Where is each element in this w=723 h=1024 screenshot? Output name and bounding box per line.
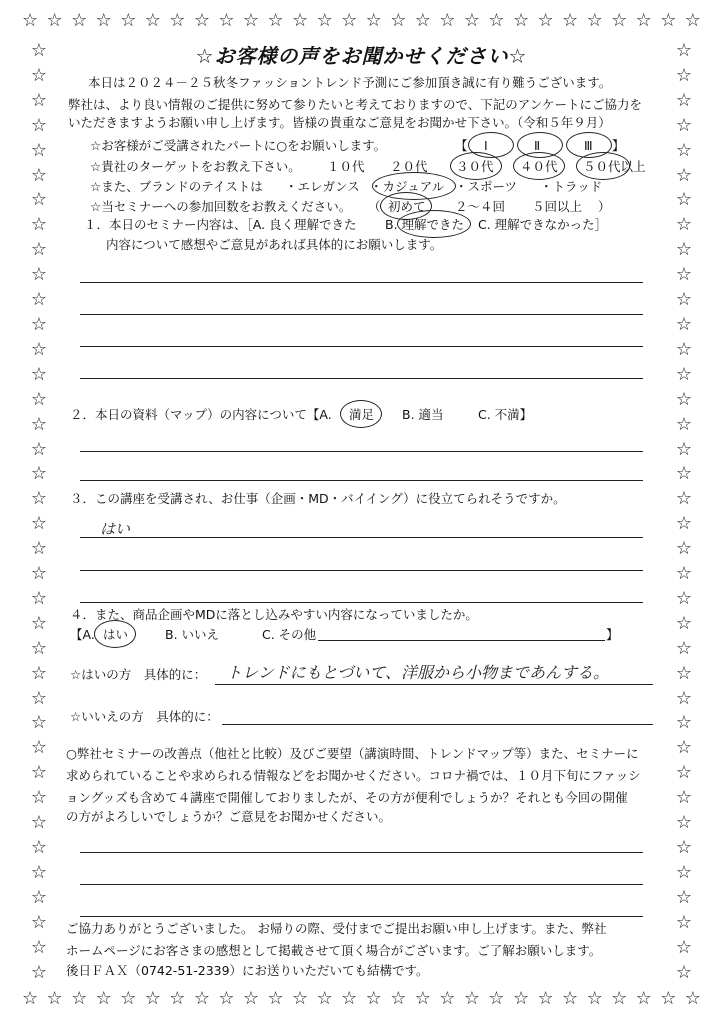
star-icon: ☆ [675, 687, 693, 709]
star-icon: ☆ [193, 988, 210, 1009]
left-star-border [28, 40, 50, 984]
answer-line[interactable] [80, 602, 643, 603]
star-icon: ☆ [537, 988, 554, 1009]
star-icon: ☆ [30, 911, 48, 933]
q4-yes-label: ☆はいの方 具体的に： [70, 667, 207, 682]
star-icon: ☆ [30, 164, 48, 186]
attendance-close: ） [598, 199, 611, 214]
star-icon: ☆ [30, 662, 48, 684]
star-icon: ☆ [120, 10, 137, 31]
part-option-3[interactable]: Ⅲ [584, 138, 593, 153]
star-icon: ☆ [30, 538, 48, 560]
star-icon: ☆ [30, 861, 48, 883]
target-option-40s[interactable]: ４０代 [520, 159, 558, 174]
page-title: ☆お客様の声をお聞かせください☆ [195, 44, 528, 68]
star-icon: ☆ [144, 988, 161, 1009]
star-icon: ☆ [635, 988, 652, 1009]
answer-line[interactable] [222, 724, 653, 725]
star-icon: ☆ [675, 363, 693, 385]
q2-text: ２．本日の資料（マップ）の内容について【A. [70, 407, 332, 422]
star-icon: ☆ [292, 10, 309, 31]
star-icon: ☆ [463, 988, 480, 1009]
attendance-open: （ [368, 199, 381, 214]
star-icon: ☆ [365, 988, 382, 1009]
star-icon: ☆ [30, 214, 48, 236]
q4-close: 】 [606, 627, 619, 642]
star-icon: ☆ [675, 812, 693, 834]
selection-circle [340, 400, 382, 428]
star-icon: ☆ [463, 10, 480, 31]
star-icon: ☆ [675, 637, 693, 659]
star-icon: ☆ [30, 313, 48, 335]
star-icon: ☆ [675, 961, 693, 983]
footer-line-3: 後日ＦＡＸ（0742-51-2339）にお送りいただいても結構です。 [66, 963, 429, 978]
star-icon: ☆ [660, 10, 677, 31]
q2-option-c[interactable]: C. 不満】 [478, 407, 533, 422]
star-icon: ☆ [488, 10, 505, 31]
right-star-border [673, 40, 695, 984]
q5-line-2: 求められていることや求められる情報などをお聞かせください。コロナ禍では、１０月下旬にファッシ [66, 768, 641, 783]
star-icon: ☆ [30, 787, 48, 809]
star-icon: ☆ [675, 861, 693, 883]
star-icon: ☆ [30, 837, 48, 858]
q4-option-c[interactable]: C. その他 [262, 627, 317, 642]
star-icon: ☆ [30, 139, 48, 161]
star-icon: ☆ [512, 988, 530, 1009]
star-icon: ☆ [169, 10, 186, 31]
top-star-border [22, 10, 701, 32]
star-icon: ☆ [675, 463, 693, 485]
q1-option-b[interactable]: B. 理解できた [385, 217, 465, 232]
star-icon: ☆ [267, 10, 284, 31]
answer-line[interactable] [80, 346, 643, 347]
star-icon: ☆ [684, 988, 701, 1009]
star-icon: ☆ [586, 988, 603, 1009]
star-icon: ☆ [675, 239, 693, 261]
star-icon: ☆ [675, 139, 693, 161]
star-icon: ☆ [71, 988, 88, 1009]
star-icon: ☆ [30, 264, 48, 286]
star-icon: ☆ [218, 988, 235, 1009]
selection-circle [513, 152, 565, 180]
star-icon: ☆ [30, 463, 48, 485]
star-icon: ☆ [675, 214, 693, 236]
star-icon: ☆ [414, 10, 431, 31]
taste-label: ☆また、ブランドのテイストは [90, 179, 263, 194]
star-icon: ☆ [675, 538, 693, 560]
q4-option-b[interactable]: B. いいえ [165, 627, 220, 642]
target-label: ☆貴社のターゲットをお教え下さい。 [90, 159, 301, 174]
attendance-label: ☆当セミナーへの参加回数をお教えください。 [90, 199, 352, 214]
target-option-10s[interactable]: １０代 [327, 159, 365, 174]
star-icon: ☆ [169, 988, 186, 1009]
star-icon: ☆ [611, 10, 628, 31]
star-icon: ☆ [218, 10, 235, 31]
star-icon: ☆ [30, 612, 48, 634]
answer-line[interactable] [80, 314, 643, 315]
part-option-1[interactable]: Ⅰ [484, 138, 488, 153]
star-icon: ☆ [30, 239, 48, 261]
q1-option-c[interactable]: C. 理解できなかった］ [478, 217, 608, 232]
star-icon: ☆ [30, 338, 48, 360]
star-icon: ☆ [30, 886, 48, 908]
taste-option-trad[interactable]: ・トラッド [540, 179, 603, 194]
star-icon: ☆ [675, 413, 693, 435]
star-icon: ☆ [144, 10, 161, 31]
q1-text: １．本日のセミナー内容は、［A. 良く理解できた [84, 217, 357, 232]
selection-circle [94, 620, 136, 648]
star-icon: ☆ [30, 89, 48, 111]
star-icon: ☆ [120, 988, 137, 1009]
star-icon: ☆ [30, 762, 48, 784]
star-icon: ☆ [675, 737, 693, 759]
star-icon: ☆ [439, 10, 456, 31]
star-icon: ☆ [30, 189, 48, 211]
attendance-option-first[interactable]: 初めて [388, 199, 426, 214]
star-icon: ☆ [22, 988, 39, 1009]
answer-line[interactable] [80, 916, 643, 917]
selection-circle [576, 152, 630, 180]
target-option-20s[interactable]: ２０代 [390, 159, 428, 174]
other-answer-line[interactable] [318, 640, 605, 641]
star-icon: ☆ [30, 488, 48, 510]
star-icon: ☆ [242, 10, 260, 31]
star-icon: ☆ [675, 313, 693, 335]
star-icon: ☆ [562, 988, 579, 1009]
star-icon: ☆ [675, 488, 693, 510]
star-icon: ☆ [675, 388, 693, 410]
star-icon: ☆ [586, 10, 603, 31]
star-icon: ☆ [30, 363, 48, 385]
star-icon: ☆ [341, 988, 358, 1009]
star-icon: ☆ [30, 587, 48, 609]
bottom-star-border [22, 988, 701, 1010]
star-icon: ☆ [30, 637, 48, 659]
star-icon: ☆ [675, 189, 693, 211]
intro-line-2: 弊社は、より良い情報のご提供に努めて参りたいと考えておりますので、下記のアンケートにご協力を [68, 97, 643, 112]
star-icon: ☆ [30, 114, 48, 136]
answer-line[interactable] [80, 480, 643, 481]
target-option-50s-plus[interactable]: ５０代以上 [583, 159, 646, 174]
q4-yes-handwritten-answer: トレンドにもとづいて、洋服から小物まであんする。 [226, 663, 609, 682]
q1-sub: 内容について感想やご意見があれば具体的にお願いします。 [106, 237, 443, 252]
star-icon: ☆ [675, 164, 693, 186]
star-icon: ☆ [675, 712, 693, 734]
star-icon: ☆ [30, 513, 48, 535]
star-icon: ☆ [675, 264, 693, 286]
selection-circle [450, 152, 502, 180]
star-icon: ☆ [675, 40, 693, 61]
star-icon: ☆ [675, 563, 693, 585]
q5-line-3: ョングッズも含めて４講座で開催しておりましたが、その方が便利でしょうか？それとも今回の開催 [66, 790, 628, 805]
star-icon: ☆ [242, 988, 260, 1009]
star-icon: ☆ [562, 10, 579, 31]
star-icon: ☆ [675, 662, 693, 684]
q5-line-4: の方がよろしいでしょうか？ご意見をお聞かせください。 [66, 809, 392, 824]
q2-option-a[interactable]: 満足 [349, 407, 375, 422]
star-icon: ☆ [30, 936, 48, 958]
taste-option-casual[interactable]: ・カジュアル [370, 179, 445, 194]
star-icon: ☆ [316, 988, 333, 1009]
star-icon: ☆ [30, 687, 48, 709]
q3-handwritten-answer: はい [100, 520, 131, 538]
star-icon: ☆ [390, 988, 407, 1009]
footer-line-1: ご協力ありがとうございました。 お帰りの際、受付までご提出お願い申し上げます。また、弊社 [66, 921, 607, 936]
q5-line-1: ○弊社セミナーの改善点（他社と比較）及びご要望（講演時間、トレンドマップ等）また、セミナーに [66, 746, 639, 761]
star-icon: ☆ [390, 10, 407, 31]
star-icon: ☆ [675, 936, 693, 958]
star-icon: ☆ [267, 988, 284, 1009]
star-icon: ☆ [30, 289, 48, 311]
star-icon: ☆ [537, 10, 554, 31]
star-icon: ☆ [675, 289, 693, 311]
target-option-30s[interactable]: ３０代 [456, 159, 494, 174]
part-label: ☆お客様がご受講されたパートに○をお願いします。 [90, 138, 387, 153]
star-icon: ☆ [684, 10, 701, 31]
star-icon: ☆ [439, 988, 456, 1009]
star-icon: ☆ [675, 438, 693, 460]
star-icon: ☆ [30, 563, 48, 585]
star-icon: ☆ [414, 988, 431, 1009]
star-icon: ☆ [675, 886, 693, 908]
selection-circle [397, 210, 471, 238]
answer-line[interactable] [215, 684, 653, 685]
answer-line[interactable] [80, 451, 643, 452]
star-icon: ☆ [292, 988, 309, 1009]
star-icon: ☆ [675, 114, 693, 136]
star-icon: ☆ [71, 10, 88, 31]
q3-text: ３．この講座を受講され、お仕事（企画・MD・バイイング）に役立てられそうですか。 [70, 491, 566, 506]
star-icon: ☆ [30, 64, 48, 86]
star-icon: ☆ [675, 64, 693, 86]
star-icon: ☆ [95, 10, 112, 31]
star-icon: ☆ [635, 10, 652, 31]
star-icon: ☆ [30, 812, 48, 834]
answer-line[interactable] [80, 884, 643, 885]
attendance-option-5-plus[interactable]: ５回以上 [532, 199, 583, 214]
part-option-2[interactable]: Ⅱ [534, 138, 541, 153]
answer-line[interactable] [80, 570, 643, 571]
footer-line-2: ホームページにお客さまの感想として掲載させて頂く場合がございます。ご了解お願いします。 [66, 943, 602, 958]
star-icon: ☆ [488, 988, 505, 1009]
star-icon: ☆ [30, 40, 48, 61]
answer-line[interactable] [80, 282, 643, 283]
star-icon: ☆ [95, 988, 112, 1009]
star-icon: ☆ [675, 762, 693, 784]
intro-line-1: 本日は２０２４－２５秋冬ファッショントレンド予測にご参加頂き誠に有り難うございます。 [88, 75, 612, 90]
star-icon: ☆ [675, 911, 693, 933]
taste-option-elegance[interactable]: ・エレガンス [285, 179, 360, 194]
star-icon: ☆ [30, 737, 48, 759]
answer-line[interactable] [80, 537, 643, 538]
answer-line[interactable] [80, 852, 643, 853]
star-icon: ☆ [675, 89, 693, 111]
star-icon: ☆ [341, 10, 358, 31]
q4-text: ４．また、商品企画やMDに落とし込みやすい内容になっていましたか。 [70, 607, 478, 622]
attendance-option-2-4[interactable]: ２～４回 [455, 199, 506, 214]
intro-line-3: いただきますようお願い申し上げます。皆様の貴重なご意見をお聞かせ下さい。（令和５年９月） [68, 115, 611, 130]
star-icon: ☆ [660, 988, 677, 1009]
star-icon: ☆ [193, 10, 210, 31]
part-open: 【 [455, 138, 468, 153]
star-icon: ☆ [30, 712, 48, 734]
star-icon: ☆ [316, 10, 333, 31]
star-icon: ☆ [46, 988, 63, 1009]
q4-option-a-prefix: 【A. [70, 627, 95, 642]
q4-option-a[interactable]: はい [103, 627, 129, 642]
taste-option-sports[interactable]: ・スポーツ [455, 179, 518, 194]
star-icon: ☆ [30, 961, 48, 983]
answer-line[interactable] [80, 378, 643, 379]
star-icon: ☆ [675, 338, 693, 360]
part-close: 】 [612, 138, 625, 153]
star-icon: ☆ [365, 10, 382, 31]
star-icon: ☆ [30, 438, 48, 460]
q4-no-label: ☆いいえの方 具体的に： [70, 709, 219, 724]
star-icon: ☆ [611, 988, 628, 1009]
star-icon: ☆ [30, 413, 48, 435]
star-icon: ☆ [675, 787, 693, 809]
star-icon: ☆ [675, 837, 693, 858]
star-icon: ☆ [675, 612, 693, 634]
q2-option-b[interactable]: B. 適当 [402, 407, 444, 422]
star-icon: ☆ [675, 587, 693, 609]
star-icon: ☆ [512, 10, 530, 31]
star-icon: ☆ [46, 10, 63, 31]
star-icon: ☆ [30, 388, 48, 410]
star-icon: ☆ [22, 10, 39, 31]
star-icon: ☆ [675, 513, 693, 535]
